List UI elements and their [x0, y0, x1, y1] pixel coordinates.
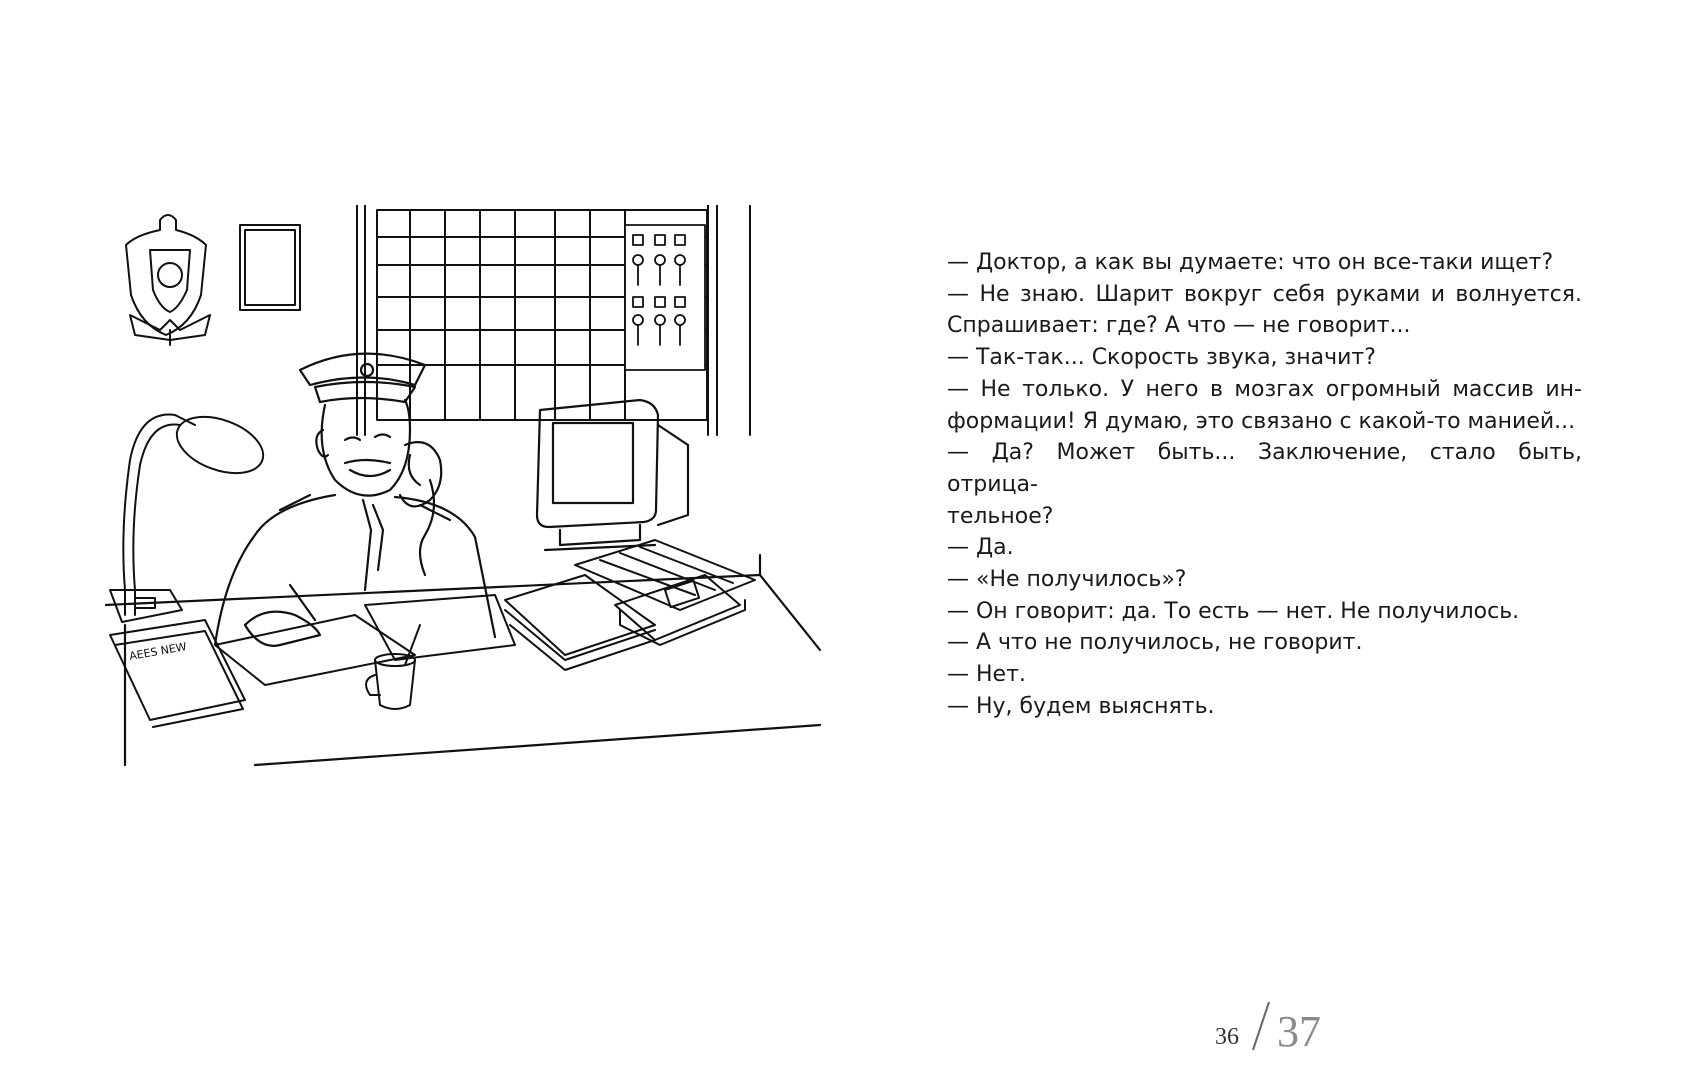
- page-numbers: [1215, 1000, 1355, 1060]
- dialogue-line-2: — Не знаю. Шарит вокруг себя руками и волнуется.: [947, 281, 1582, 307]
- officer-figure: [215, 354, 495, 646]
- keyboard: [575, 540, 755, 610]
- dialogue-line-12: — А что не получилось, не говорит.: [947, 630, 1363, 656]
- dialogue-line-3: Спрашивает: где? А что — не говорит...: [947, 313, 1411, 339]
- dialogue-line-10: — «Не получилось»?: [947, 567, 1187, 593]
- dialogue-text: [947, 247, 1582, 723]
- dialogue-line-13: — Нет.: [947, 662, 1026, 688]
- dialogue-line-8: тельное?: [947, 503, 1054, 529]
- desk-lamp: [110, 406, 271, 622]
- dialogue-line-1: — Доктор, а как вы думаете: что он все-таки ищет?: [947, 250, 1554, 275]
- dialogue-line-5: — Не только. У него в мозгах огромный массив ин-: [947, 376, 1582, 402]
- page-number-right: 37: [1277, 1007, 1321, 1056]
- picture-frame: [240, 225, 300, 310]
- tea-glass: [366, 625, 420, 709]
- emblem-shield: [126, 215, 210, 345]
- papers: [215, 595, 515, 685]
- desk: [105, 555, 820, 765]
- computer-monitor: [537, 400, 688, 550]
- dialogue-line-9: — Да.: [947, 535, 1014, 561]
- page-number-slash: [1249, 1000, 1273, 1052]
- dialogue-line-6: формации! Я думаю, это связано с какой-то манией...: [947, 408, 1576, 434]
- dialogue-line-4: — Так-так... Скорость звука, значит?: [947, 345, 1376, 371]
- dialogue-line-7: — Да? Может быть... Заключение, стало быть, отрица-: [947, 440, 1582, 497]
- page-number-left: 36: [1215, 1024, 1239, 1050]
- key-board: [625, 225, 705, 370]
- dialogue-line-11: — Он говорит: да. То есть — нет. Не получилось.: [947, 598, 1520, 624]
- newspaper-headline: АЕЕS NEW: [128, 640, 188, 663]
- newspaper: [110, 620, 245, 727]
- dialogue-line-14: — Ну, будем выяснять.: [947, 693, 1215, 719]
- officer-at-desk-illustration: [105, 205, 825, 770]
